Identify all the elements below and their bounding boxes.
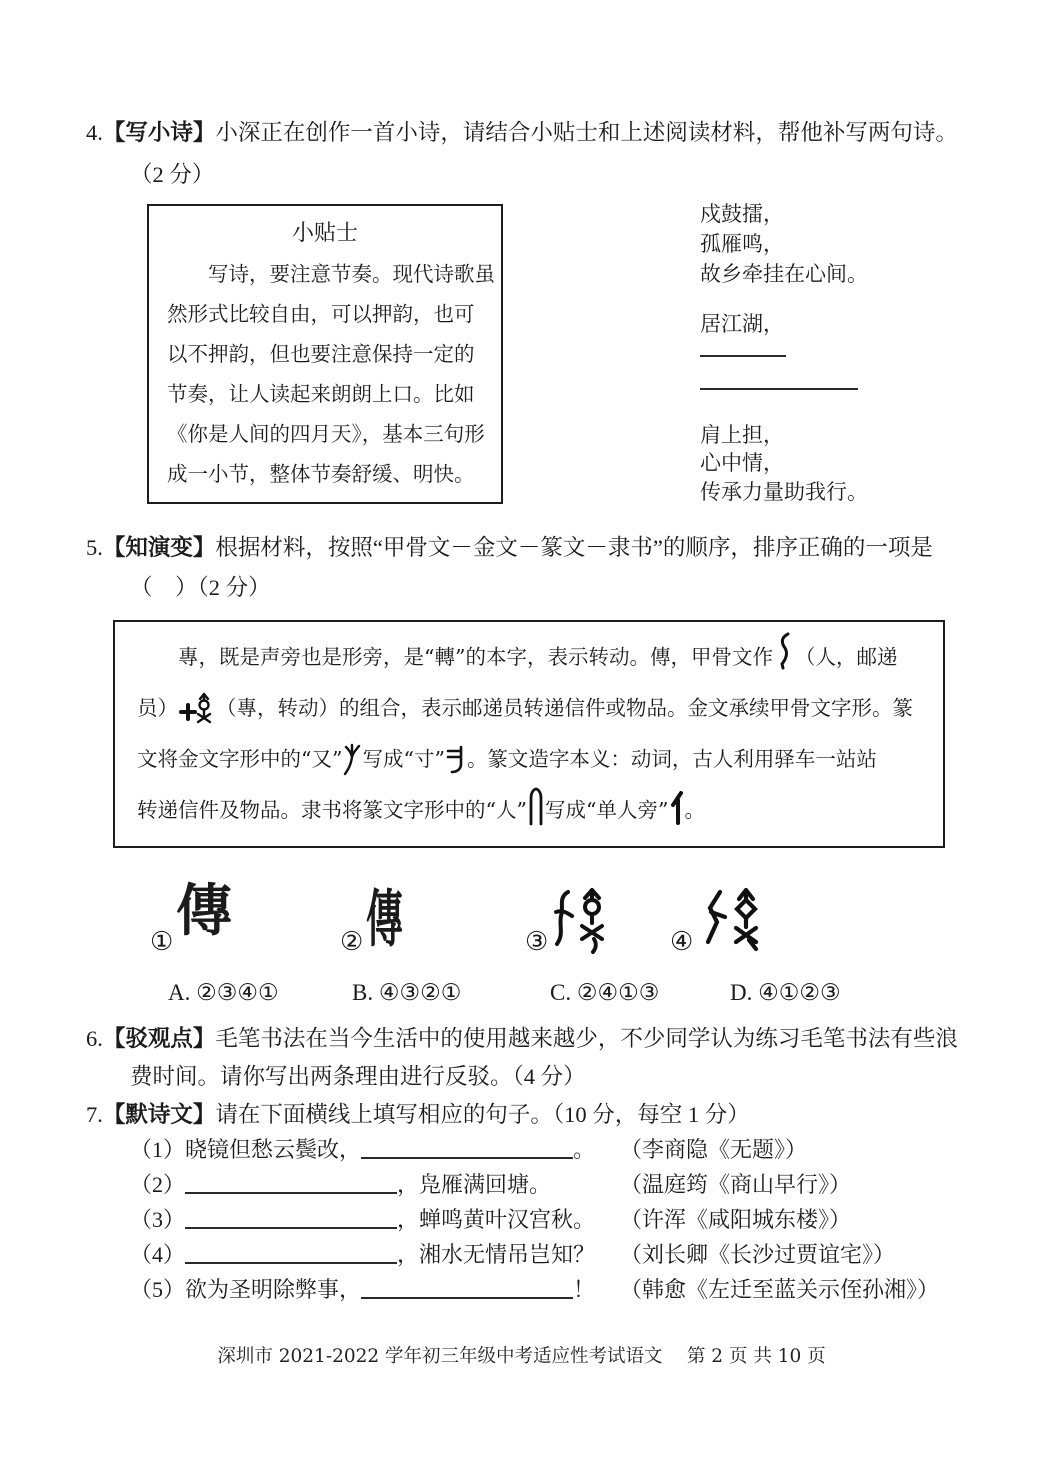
- poem-answer-blank-long: [700, 388, 858, 390]
- q7-item-4: [130, 1240, 990, 1270]
- tip-line: 《你是人间的四月天》，基本三句形: [167, 422, 485, 446]
- material-text: 。: [684, 798, 705, 822]
- tip-line: 然形式比较自由，可以押韵，也可: [167, 302, 475, 326]
- poem-line: 肩上担，: [700, 423, 784, 447]
- poem-line: 孤雁鸣，: [700, 232, 784, 256]
- q4-stem: 小深正在创作一首小诗，请结合小贴士和上述阅读材料，帮他补写两句诗。: [215, 120, 958, 145]
- q7-item-pre: （1）晓镜但愁云鬓改，: [130, 1137, 362, 1162]
- oracle-person-glyph-icon: [773, 631, 795, 671]
- answer-blank: [361, 1275, 573, 1299]
- q7-item-source: （韩愈《左迁至蓝关示侄孙湘》）: [620, 1277, 940, 1302]
- material-text: 文将金文字形中的“又”: [137, 747, 343, 771]
- poem-line: 戍鼓擂，: [700, 202, 784, 226]
- material-line-1: [137, 632, 925, 683]
- option-d: D. ④①②③: [730, 980, 841, 1005]
- tip-line: 以不押韵，但也要注意保持一定的: [167, 342, 475, 366]
- material-text: （人，邮递: [794, 645, 898, 669]
- q7-item-source: （刘长卿《长沙过贾谊宅》）: [620, 1242, 896, 1267]
- q7-item-post: ，蝉鸣黄叶汉宫秋。: [397, 1207, 596, 1232]
- q6-stem-line-2: 费时间。请你写出两条理由进行反驳。（4 分）: [130, 1064, 586, 1089]
- sample-2-seal-script-image: 傳: [366, 884, 403, 955]
- poem-line: 居江湖，: [700, 312, 784, 336]
- tip-box-title: 小贴士: [291, 221, 358, 246]
- material-text: 写成“单人旁”: [544, 798, 669, 822]
- material-text: 转递信件及物品。隶书将篆文字形中的“人”: [137, 798, 527, 822]
- poem-line: 传承力量助我行。: [700, 480, 868, 504]
- answer-blank: [185, 1205, 397, 1229]
- q4-tag: 【写小诗】: [102, 120, 216, 145]
- q7-item-5: [130, 1275, 990, 1305]
- material-text: 專，既是声旁也是形旁，是“轉”的本字，表示转动。傳，甲骨文作: [178, 645, 773, 669]
- q7-item-pre: （3）: [130, 1207, 186, 1232]
- q7-stem-line: [86, 1100, 750, 1130]
- q7-item-pre: （4）: [130, 1242, 186, 1267]
- q5-answer-parens: （ ）（2 分）: [130, 575, 271, 600]
- sample-3-bronze-script-image: [548, 886, 618, 958]
- material-line-2: [137, 683, 925, 734]
- seal-ren-glyph-icon: [527, 786, 545, 826]
- material-box: [113, 620, 945, 848]
- seal-cun-glyph-icon: [445, 744, 467, 776]
- q7-item-1: [130, 1135, 990, 1165]
- q6-stem-line: [86, 1024, 958, 1054]
- page-footer: 深圳市 2021-2022 学年初三年级中考适应性考试语文 第 2 页 共 10 页: [217, 1346, 826, 1367]
- tip-line: 节奏，让人读起来朗朗上口。比如: [167, 382, 475, 406]
- sample-1-clerical-script-image: 傳: [176, 881, 232, 943]
- answer-blank: [185, 1240, 397, 1264]
- q7-item-pre: （5）欲为圣明除弊事，: [130, 1277, 362, 1302]
- q7-item-2: [130, 1170, 990, 1200]
- sample-2-number: ②: [340, 927, 364, 956]
- option-b: B. ④③②①: [352, 980, 462, 1005]
- q7-item-source: （许浑《咸阳城东楼》）: [620, 1207, 852, 1232]
- q7-item-source: （李商隐《无题》）: [620, 1137, 808, 1162]
- q4-score: （2 分）: [130, 162, 215, 187]
- q6-tag: 【驳观点】: [102, 1026, 216, 1051]
- q7-item-post: ！: [573, 1277, 596, 1302]
- tip-box: [147, 204, 503, 504]
- material-text: 员）: [137, 696, 178, 720]
- q7-item-post: ，湘水无情吊岂知？: [397, 1242, 596, 1267]
- poem-answer-blank-short: [700, 355, 786, 357]
- q5-tag: 【知演变】: [102, 535, 216, 560]
- q6-stem: 毛笔书法在当今生活中的使用越来越少，不少同学认为练习毛笔书法有些浪: [215, 1026, 958, 1051]
- answer-blank: [361, 1135, 573, 1159]
- sample-1-number: ①: [150, 927, 174, 956]
- sample-4-number: ④: [670, 927, 694, 956]
- material-line-4: [137, 785, 925, 836]
- answer-blank: [185, 1170, 397, 1194]
- q6-number: 6.: [86, 1026, 103, 1051]
- q7-item-pre: （2）: [130, 1172, 186, 1197]
- q5-stem-line: [86, 533, 933, 563]
- tip-line: 成一小节，整体节奏舒缓、明快。: [167, 462, 475, 486]
- oracle-zhuan-glyph-icon: [178, 692, 216, 732]
- sample-4-oracle-script-image: [700, 884, 786, 956]
- bronze-you-glyph-icon: [342, 743, 362, 777]
- q7-item-post: 。: [573, 1137, 596, 1162]
- tip-line: 写诗，要注意节奏。现代诗歌虽: [208, 262, 495, 286]
- q5-stem: 根据材料，按照“甲骨文－金文－篆文－隶书”的顺序，排序正确的一项是: [215, 535, 933, 560]
- material-text: 。篆文造字本义：动词，古人利用驿车一站站: [466, 747, 877, 771]
- q7-item-source: （温庭筠《商山早行》）: [620, 1172, 852, 1197]
- sample-3-number: ③: [525, 927, 549, 956]
- q4-stem-line: [86, 118, 958, 148]
- poem-block: [700, 198, 980, 518]
- q7-item-post: ，凫雁满回塘。: [397, 1172, 552, 1197]
- q7-item-3: [130, 1205, 990, 1235]
- material-text: （專，转动）的组合，表示邮递员转递信件或物品。金文承续甲骨文字形。篆: [216, 696, 913, 720]
- q7-number: 7.: [86, 1102, 103, 1127]
- q5-number: 5.: [86, 535, 103, 560]
- material-text: 写成“寸”: [362, 747, 445, 771]
- poem-line: 心中情，: [700, 451, 784, 475]
- q4-number: 4.: [86, 120, 103, 145]
- q7-stem: 请在下面横线上填写相应的句子。（10 分，每空 1 分）: [215, 1102, 750, 1127]
- q7-tag: 【默诗文】: [102, 1102, 216, 1127]
- option-c: C. ②④①③: [550, 980, 660, 1005]
- poem-line: 故乡牵挂在心间。: [700, 262, 868, 286]
- option-a: A. ②③④①: [168, 980, 279, 1005]
- material-line-3: [137, 734, 925, 785]
- clerical-danrenpang-glyph-icon: [668, 790, 684, 826]
